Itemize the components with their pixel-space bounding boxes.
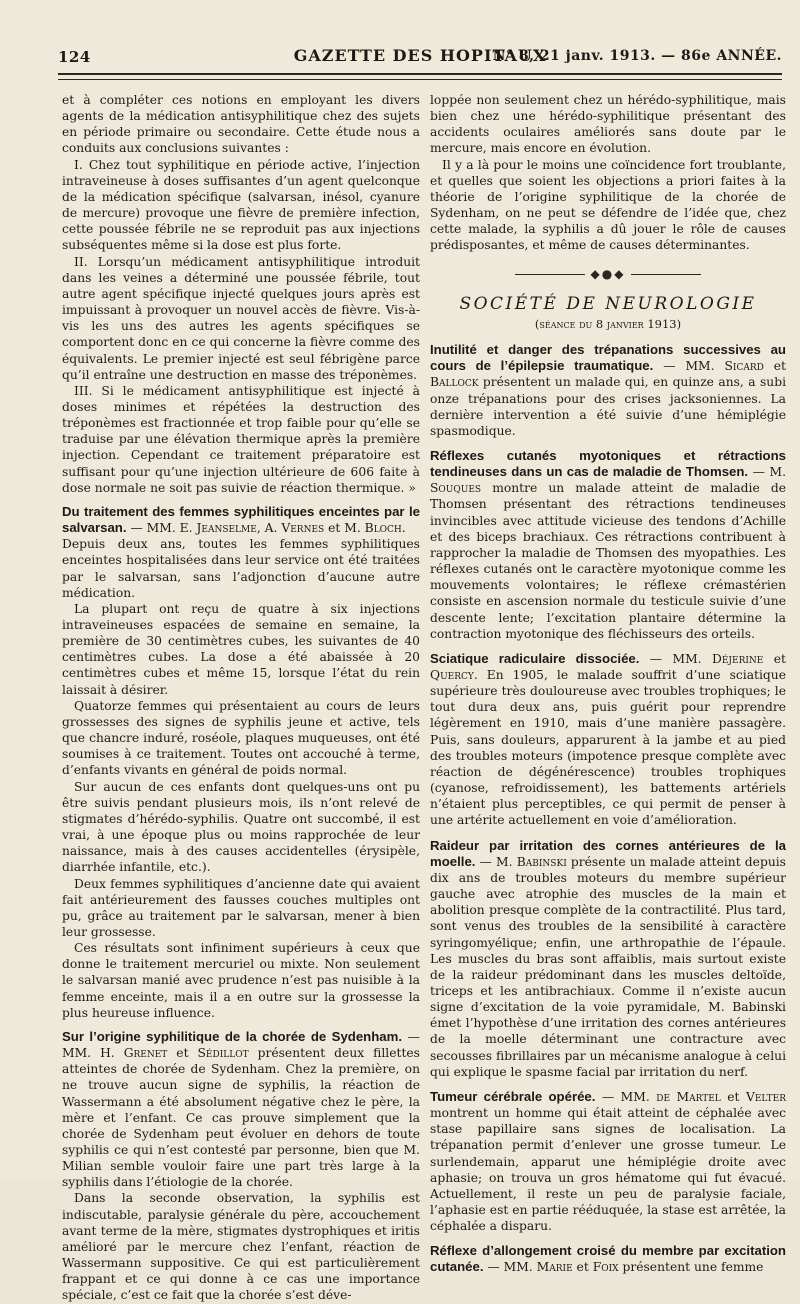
article-title: Réflexe d’allongement croisé du membre par excitation cutanée. xyxy=(430,1243,786,1275)
text: et xyxy=(720,1089,746,1104)
text: présentent un malade qui, en quinze ans, a subi onze trépanations pour des crises jacksoniennes. La dernière intervention a été suivie d’une hémiplégie spasmodique. xyxy=(430,375,786,438)
text: — MM. xyxy=(639,651,712,666)
author: H. Grenet xyxy=(100,1046,168,1061)
paragraph: I. Chez tout syphilitique en période active, l’injection intraveineuse à doses suffisantes d’un agent quelconque de la médication spécifique (salvarsan, inésol, cyanure de mercure) provoque une fièvre de première infection, cette poussée fébrile ne se reproduit pas aux injections subséquentes même si la dose est plus forte. xyxy=(62,157,420,253)
article-title: Raideur par irritation des cornes antérieures de la moelle. xyxy=(430,837,786,869)
article-title: Sciatique radiculaire dissociée. xyxy=(430,650,640,666)
text: et xyxy=(324,521,345,536)
text: — MM. xyxy=(653,359,725,374)
paragraph: loppée non seulement chez un hérédo-syphilitique, mais bien chez une hérédo-syphilitique présentant des accidents oculaires améliorés sans doute par le mercure, mais encore en évolution. xyxy=(430,93,786,156)
author: Sédillot xyxy=(197,1046,249,1061)
paragraph: Ces résultats sont infiniment supérieurs à ceux que donne le traitement mercuriel ou mixte. Non seulement le salvarsan manié avec prudence n’est pas nuisible à la femme enceinte, mais il a en outre sur la grossesse la plus heureuse influence. xyxy=(62,941,420,1020)
header-rule-thin xyxy=(58,79,782,80)
paragraph: Quatorze femmes qui présentaient au cours de leurs grossesses des signes de syphilis jeune et active, tels que chancre induré, roséole, plaques muqueuses, ont été soumises à ce traitement. Toutes ont accouché à terme, d’enfants vivants en général de poids normal. xyxy=(62,698,420,778)
right-column xyxy=(430,92,786,1276)
text: montrent un homme qui était atteint de céphalée avec stase papillaire sans signes de localisation. La trépanation permit d’enlever une grosse tumeur. Le surlendemain, apparut une hémiplégie droite avec aphasie; on trouva un gros hématome qui fut évacué. Actuellement, il reste un peu de paralysie faciale, l’aphasie est en partie rééduquée, la stase est arrêtée, la céphalée a disparu. xyxy=(430,1106,786,1234)
text: et xyxy=(763,359,786,374)
paragraph: et à compléter ces notions en employant les divers agents de la médication antisyphilitique chez des sujets en période primaire ou secondaire. Cette étude nous a conduits aux conclusions suivantes : xyxy=(62,93,420,156)
author: Babinski xyxy=(516,854,567,869)
author: Déjerine xyxy=(711,651,764,666)
author: M. Bloch xyxy=(344,521,402,536)
author: Ballock xyxy=(430,375,479,390)
article-title: Du traitement des femmes syphilitiques enceintes par le salvarsan. xyxy=(62,503,420,536)
text: . xyxy=(401,521,406,536)
text: et xyxy=(572,1260,593,1275)
article-title: Tumeur cérébrale opérée. xyxy=(430,1088,596,1104)
article-title: Réflexes cutanés myotoniques et rétractions tendineuses dans un cas de maladie de Thomsen. xyxy=(430,447,786,480)
paragraph: II. Lorsqu’un médicament antisyphilitique introduit dans les veines a déterminé une poussée fébrile, tout autre agent spécifique injecté quelques jours après est impuissant à provoquer un nouvel accès de fièvre. Vis-à-vis les uns des autres les agents spécifiques se comportent donc en ce qui concerne la fièvre comme des équivalents. Le premier injecté est seul fébrigène parce qu’il entraîne une destruction en masse des tréponèmes. xyxy=(62,254,420,382)
section-ornament: ◆●◆ xyxy=(430,266,786,282)
author: de Martel xyxy=(656,1089,721,1104)
author: Quercy xyxy=(430,668,474,682)
paragraph: La plupart ont reçu de quatre à six injections intraveineuses espacées de semaine en semaine, la première de 30 centimètres cubes, les suivantes de 40 centimètres cubes. La dose a été abaissée à 20 centimètres cubes et même 15, lorsque l’état du rein laissait à désirer. xyxy=(62,601,420,697)
text: présente un malade atteint depuis dix ans de troubles moteurs du membre supérieur gauche avec atrophie des muscles de la main et abolition presque complète de la contractilité. Plus tard, sont venus des troubles de la sensibilité à caractère syringomyélique; enfin, une arthropathie de l’épaule. Les muscles du bras sont affaiblis, mais surtout existe de la raideur prédominant dans les muscles deltoïde, triceps et les antibrachiaux. Comme il n’existe aucun signe d’excitation de la voie pyramidale, M. Babinski émet l’hypothèse d’une irritation des cornes antérieures de la moelle déterminant une contracture avec secousses fibrillaires par un mécanisme analogue à celui qui explique le spasme facial par irritation du nerf. xyxy=(430,854,786,1079)
header-rule-thick xyxy=(58,73,782,75)
author: Souques xyxy=(430,481,482,496)
author: Velter xyxy=(745,1089,787,1104)
paragraph: Il y a là pour le moins une coïncidence fort troublante, et quelles que soient les objections a priori faites à la théorie de l’origine syphilitique de la chorée de Sydenham, on ne peut se défendre de l’idée que, chez cette malade, la syphilis a dû jouer le rôle de causes prédisposantes, et même de causes déterminantes. xyxy=(430,157,786,253)
paragraph: Deux femmes syphilitiques d’ancienne date qui avaient fait antérieurement des fausses couches multiples ont pu, grâce au traitement par le salvarsan, mener à bien leur grossesse. xyxy=(62,876,420,939)
society-title: SOCIÉTÉ DE NEUROLOGIE xyxy=(459,293,757,314)
text: et xyxy=(763,651,786,666)
paragraph: Dans la seconde observation, la syphilis est indiscutable, paralysie générale du père, accouchement avant terme de la mère, stigmates dystrophiques et iritis amélioré par le mercure chez l’enfant, réaction de Wassermann suppositive. Ce qui est particulièrement frappant et ce qui donne à ce cas une importance spéciale, c’est ce fait que la chorée s’est déve- xyxy=(62,1191,420,1303)
journal-title: GAZETTE DES HOPITAUX xyxy=(293,46,547,65)
issue-info: N° 8, 21 janv. 1913. — 86e ANNÉE. xyxy=(492,48,782,64)
text: présentent deux fillettes atteintes de chorée de Sydenham. Chez la première, on ne trouve aucun signe de syphilis, la réaction de Wassermann a été absolument négative chez le père, la mère et l’enfant. Ce cas prouve simplement que la chorée de Sydenham peut évoluer en dehors de toute syphilis ce qui n’est contesté par personne, bien que M. Milian semble vouloir faire une part très large à la syphilis dans l’étiologie de la chorée. xyxy=(62,1046,420,1190)
text: — MM. xyxy=(483,1260,537,1275)
text: et xyxy=(167,1046,198,1061)
text: — M. xyxy=(475,854,517,869)
text: . En 1905, le malade souffrit d’une sciatique supérieure très douloureuse avec troubles trophiques; le tout dura deux ans, puis guérit pour reprendre légèrement en 1910, mais d’une manière passagère. Puis, sans douleurs, apparurent à la jambe et au pied des troubles moteurs (impotence presque complète avec réaction de dégénérescence) troubles trophiques (cyanose, refroidissement), les battements artériels n’étaient plus perceptibles, ce qui permit de penser à une artérite actuellement en voie d’amélioration. xyxy=(430,668,786,828)
text: montre un malade atteint de maladie de Thomsen présentant des rétractions tendineuses invincibles avec attitude vicieuse des tendons d’Achille et des biceps brachiaux. Ces rétractions contribuent à rapprocher la maladie de Thomsen des myopathies. Les réflexes cutanés ont le caractère myotonique comme les mouvements volontaires; le réflexe crémastérien consiste en ascension normale du testicule suivie d’une descente lente; l’excitation plantaire détermine la contraction myotonique des fléchisseurs des orteils. xyxy=(430,481,786,641)
author: Marie xyxy=(536,1260,573,1275)
society-date: (séance du 8 janvier 1913) xyxy=(534,316,682,331)
author: Sicard xyxy=(724,359,764,374)
author: E. Jeanselme xyxy=(179,521,257,536)
text: — M. xyxy=(748,465,786,480)
text: , xyxy=(256,521,265,536)
author: A. Vernes xyxy=(264,521,325,536)
text: — MM. xyxy=(595,1089,657,1104)
text: présentent une femme xyxy=(618,1260,764,1275)
paragraph: Sur aucun de ces enfants dont quelques-uns ont pu être suivis pendant plusieurs mois, ils n’ont relevé de stigmates d’hérédo-syphilis. Quatre ont succombé, il est vrai, à une époque plus ou moins rapprochée de leur naissance, mais à des causes accidentelles (érysipèle, diarrhée infantile, etc.). xyxy=(62,779,420,875)
paragraph: Depuis deux ans, toutes les femmes syphilitiques enceintes hospitalisées dans leur service ont été traitées par le salvarsan, sans l’adjonction d’aucune autre médication. xyxy=(62,537,420,600)
text: — MM. xyxy=(62,1029,420,1061)
page-number: 124 xyxy=(58,48,91,66)
left-column xyxy=(62,92,420,1304)
article-title: Sur l’origine syphilitique de la chorée de Sydenham. xyxy=(62,1028,402,1044)
running-header xyxy=(58,44,782,68)
paragraph: III. Si le médicament antisyphilitique est injecté à doses minimes et répétées la destruction des tréponèmes est fractionnée et trop faible pour qu’elle se traduise par une élévation thermique après la première injection. Cependant ce traitement préparatoire est suffisant pour qu’une injection ultérieure de 606 faite à dose normale ne soit pas suivie de réaction thermique. » xyxy=(62,383,420,495)
article-title: Inutilité et danger des trépanations successives au cours de l’épilepsie traumatique. xyxy=(430,342,786,374)
author: Foix xyxy=(592,1260,619,1275)
text: — MM. xyxy=(126,521,180,536)
